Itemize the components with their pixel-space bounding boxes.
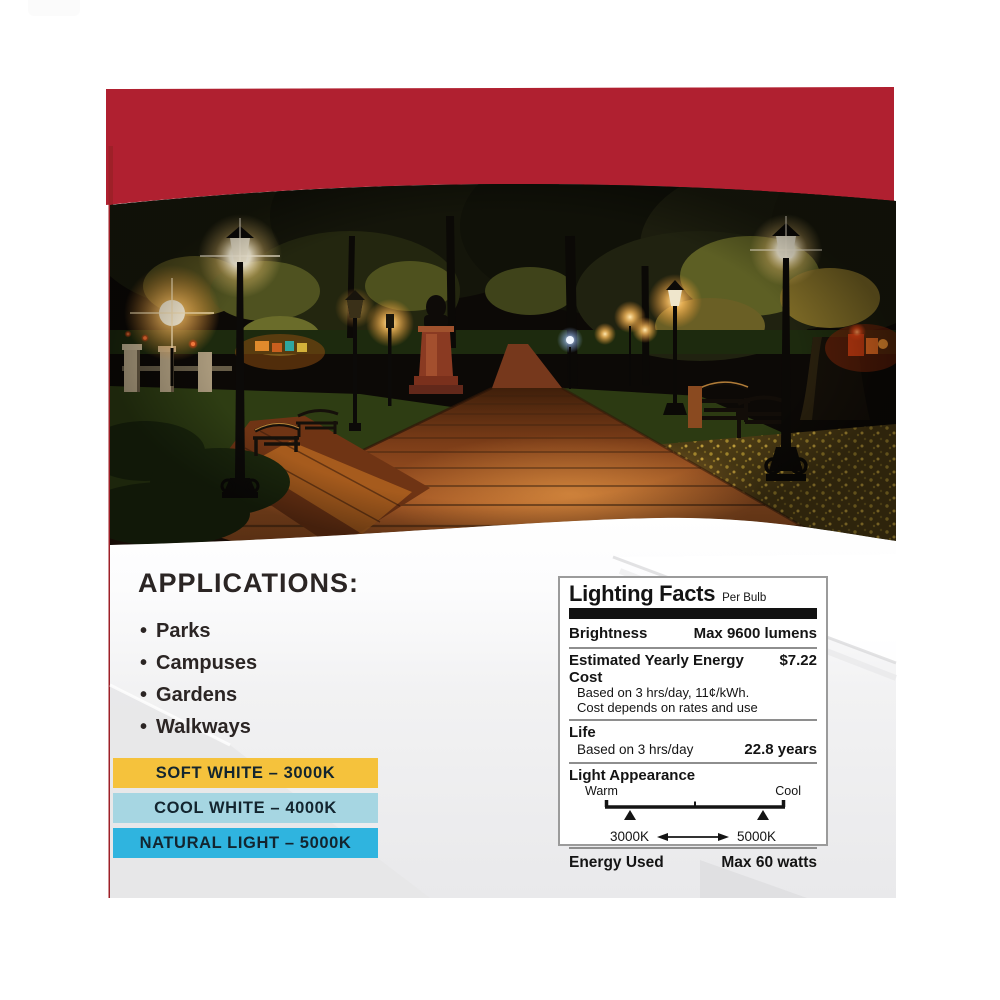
applications-heading: APPLICATIONS: [138,568,359,598]
cool-label: Cool [775,784,801,798]
cool-marker [757,810,769,820]
application-label: Walkways [156,715,251,738]
energy-cost-note: Based on 3 hrs/day, 11¢/kWh. [577,685,750,700]
label-card [100,86,897,898]
brightness-value: Max 9600 lumens [693,625,817,642]
application-label: Parks [156,619,211,642]
list-item [140,679,359,711]
appearance-scale [569,799,817,823]
kelvin-min: 3000K [609,829,649,844]
divider-bar [569,608,817,619]
appearance-label: Light Appearance [569,767,696,784]
energy-used-value: Max 60 watts [721,854,817,871]
kelvin-max: 5000K [737,829,777,844]
list-item [140,615,359,647]
application-label: Gardens [156,683,238,706]
lighting-facts-subtitle: Per Bulb [722,592,767,604]
warm-label: Warm [585,784,618,798]
cool-white-bar: COOL WHITE – 4000K [113,793,378,823]
applications-list [140,615,359,743]
brightness-row [569,619,817,649]
energy-used-row [569,849,817,877]
brightness-label: Brightness [569,625,648,642]
life-section [569,721,817,764]
lighting-facts-box [558,576,828,871]
light-appearance-section [569,764,817,849]
list-item [140,711,359,743]
energy-cost-section [569,649,817,721]
applications-section [138,568,359,743]
warm-marker [624,810,636,820]
corner-artifact [28,0,80,16]
list-item [140,647,359,679]
application-label: Campuses [156,651,258,674]
soft-white-bar: SOFT WHITE – 3000K [113,758,378,788]
lighting-facts-title: Lighting Facts [569,581,716,606]
color-temperature-bars [113,758,378,863]
bullet-icon: • [140,683,148,706]
natural-light-bar: NATURAL LIGHT – 5000K [113,828,378,858]
life-basis: Based on 3 hrs/day [577,742,694,757]
energy-used-label: Energy Used [569,854,664,871]
energy-cost-note: Cost depends on rates and use [577,699,758,715]
life-label: Life [569,724,596,741]
bullet-icon: • [140,651,148,674]
energy-cost-label: Estimated Yearly Energy Cost [569,652,744,686]
energy-cost-value: $7.22 [779,652,817,669]
bullet-icon: • [140,619,148,642]
life-value: 22.8 years [744,741,817,758]
double-arrow-icon [657,832,729,842]
bullet-icon: • [140,715,148,738]
